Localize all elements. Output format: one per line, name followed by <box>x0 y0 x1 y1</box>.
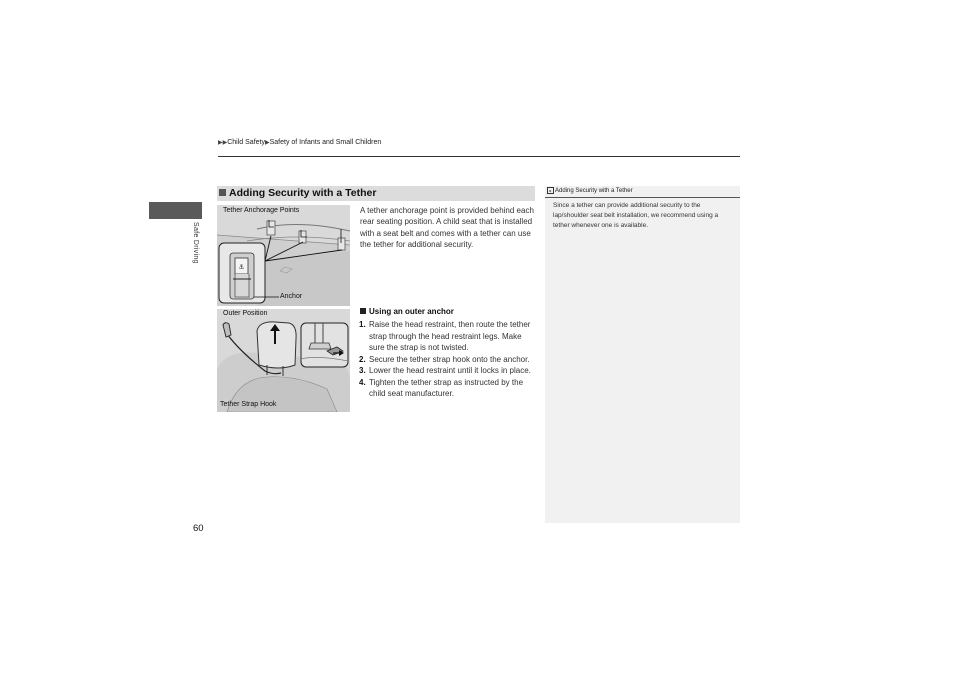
step-text: Tighten the tether strap as instructed by the child seat manufacturer. <box>369 377 524 398</box>
side-note-body: Since a tether can provide additional security to the lap/shoulder seat belt installation, we recommend using a tether whenever one is available. <box>553 202 719 230</box>
square-bullet-icon <box>219 189 226 196</box>
outer-position-label: Outer Position <box>223 310 268 317</box>
header-rule <box>218 156 740 157</box>
step-item <box>359 377 537 400</box>
reference-icon: ▸ <box>547 187 554 194</box>
outer-position-figure <box>217 309 350 412</box>
tether-anchorage-figure <box>217 205 350 306</box>
square-bullet-icon <box>360 308 366 314</box>
side-note-header <box>545 186 740 198</box>
step-item <box>359 354 537 366</box>
tether-anchorage-illustration <box>217 205 350 306</box>
step-number: 1. <box>359 320 366 329</box>
subsection-title-text: Using an outer anchor <box>369 307 454 316</box>
step-text: Lower the head restraint until it locks in place. <box>369 366 531 375</box>
side-note <box>545 186 740 523</box>
breadcrumb <box>218 139 381 146</box>
step-item <box>359 319 537 354</box>
step-text: Secure the tether strap hook onto the anchor. <box>369 354 530 364</box>
section-title <box>217 186 535 201</box>
step-number: 2. <box>359 354 366 364</box>
intro-paragraph: A tether anchorage point is provided behind each rear seating position. A child seat that is installed with a seat belt and comes with a tether can use the tether for additional security. <box>360 206 534 249</box>
tether-strap-hook-label: Tether Strap Hook <box>220 401 277 408</box>
chapter-label: Safe Driving <box>192 222 199 264</box>
chapter-tab <box>149 202 202 219</box>
page-number: 60 <box>193 523 204 534</box>
step-number: 3. <box>359 366 366 375</box>
breadcrumb-part-infants[interactable]: Safety of Infants and Small Children <box>269 139 382 146</box>
breadcrumb-separator-icon: ▶ <box>264 140 270 146</box>
side-note-title[interactable]: Adding Security with a Tether <box>555 188 633 194</box>
step-text: Raise the head restraint, then route the tether strap through the head restraint legs. Make sure the strap is not twisted. <box>369 320 531 352</box>
step-item <box>359 365 537 377</box>
step-number: 4. <box>359 377 366 387</box>
tether-anchorage-points-label: Tether Anchorage Points <box>223 207 300 214</box>
breadcrumb-part-child-safety[interactable]: Child Safety <box>227 139 265 146</box>
breadcrumb-marker-icon: ▶▶ <box>218 140 228 146</box>
svg-text:⚓: ⚓ <box>238 263 245 271</box>
section-title-text: Adding Security with a Tether <box>229 187 377 199</box>
anchor-label: Anchor <box>280 293 303 300</box>
subsection-title <box>360 307 454 316</box>
instruction-steps <box>359 319 537 400</box>
outer-position-illustration <box>217 309 350 412</box>
